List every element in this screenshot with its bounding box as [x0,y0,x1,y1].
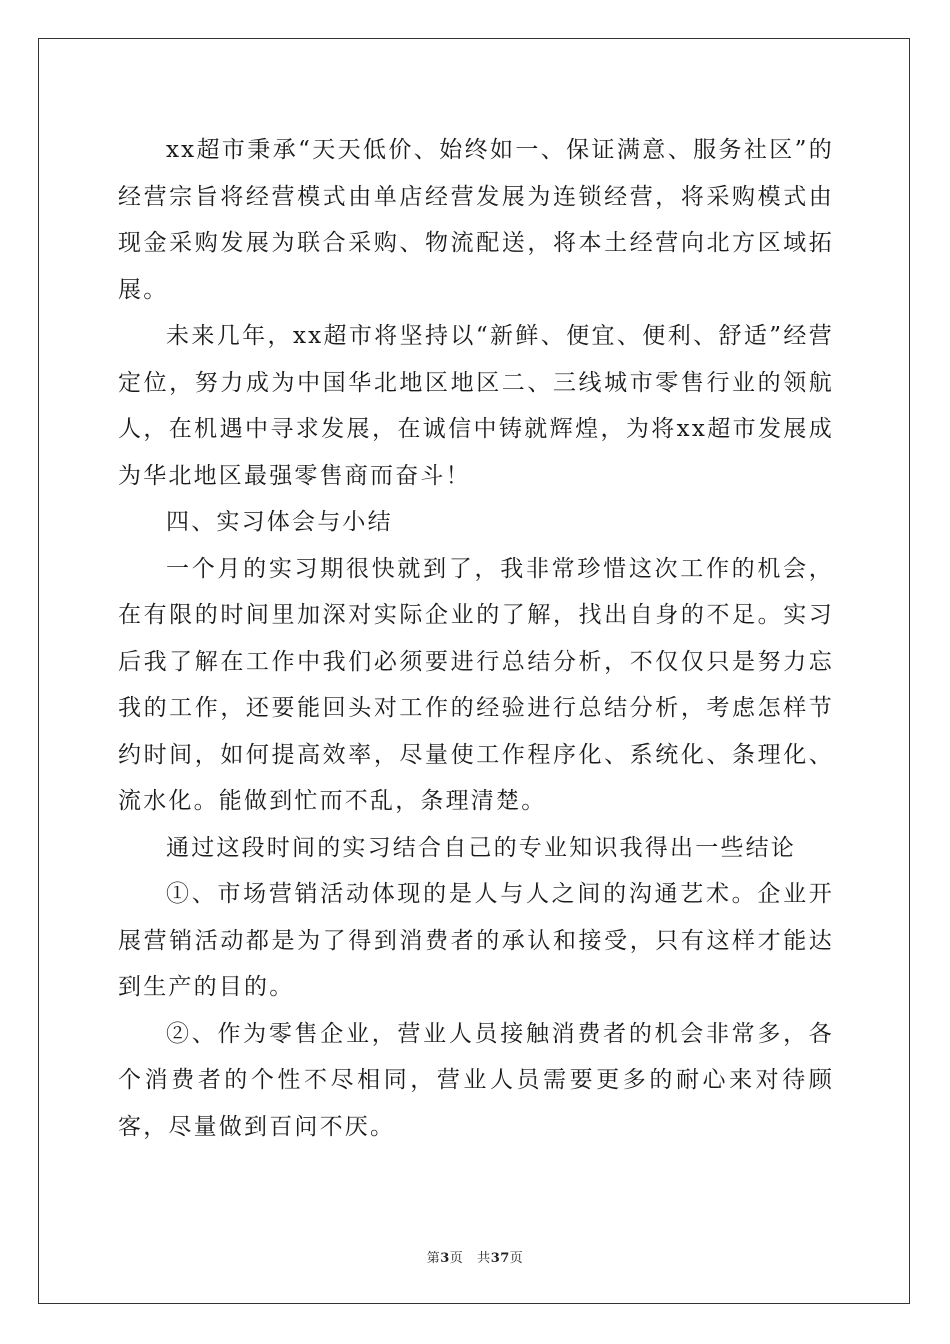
total-prefix: 共 [477,1251,491,1266]
total-pages: 37 [490,1251,510,1266]
page-prefix: 第 [426,1251,441,1266]
paragraph-conclusion-intro: 通过这段时间的实习结合自己的专业知识我得出一些结论 [166,834,796,861]
page-footer [0,1247,950,1266]
total-suffix: 页 [509,1251,524,1266]
document-body [118,127,834,1150]
page-number: 3 [440,1251,450,1266]
section-heading: 四、实习体会与小结 [166,509,393,535]
paragraph-conclusion-2: ②、作为零售企业，营业人员接触消费者的机会非常多，各个消费者的个性不尽相同，营业人员需要更多的耐心来对待顾客，尽量做到百问不厌。 [118,1020,834,1140]
paragraph-conclusion-1: ①、市场营销活动体现的是人与人之间的沟通艺术。企业开展营销活动都是为了得到消费者的承认和接受，只有这样才能达到生产的目的。 [118,881,834,1000]
paragraph-future-plan: 未来几年，xx超市将坚持以“新鲜、便宜、便利、舒适”经营定位，努力成为中国华北地区地区二、三线城市零售行业的领航人，在机遇中寻求发展，在诚信中铸就辉煌，为将xx超市发展成为华北地区最强零售商而奋斗！ [118,323,834,489]
paragraph-store-mission: xx超市秉承“天天低价、始终如一、保证满意、服务社区”的经营宗旨将经营模式由单店经营发展为连锁经营，将采购模式由现金采购发展为联合采购、物流配送，将本土经营向北方区域拓展。 [118,137,834,303]
page-suffix: 页 [449,1251,464,1266]
paragraph-internship-experience: 一个月的实习期很快就到了，我非常珍惜这次工作的机会，在有限的时间里加深对实际企业的了解，找出自身的不足。实习后我了解在工作中我们必须要进行总结分析，不仅仅只是努力忘我的工作，还要能回头对工作的经验进行总结分析，考虑怎样节约时间，如何提高效率，尽量使工作程序化、系统化、条理化、流水化。能做到忙而不乱，条理清楚。 [118,555,834,814]
